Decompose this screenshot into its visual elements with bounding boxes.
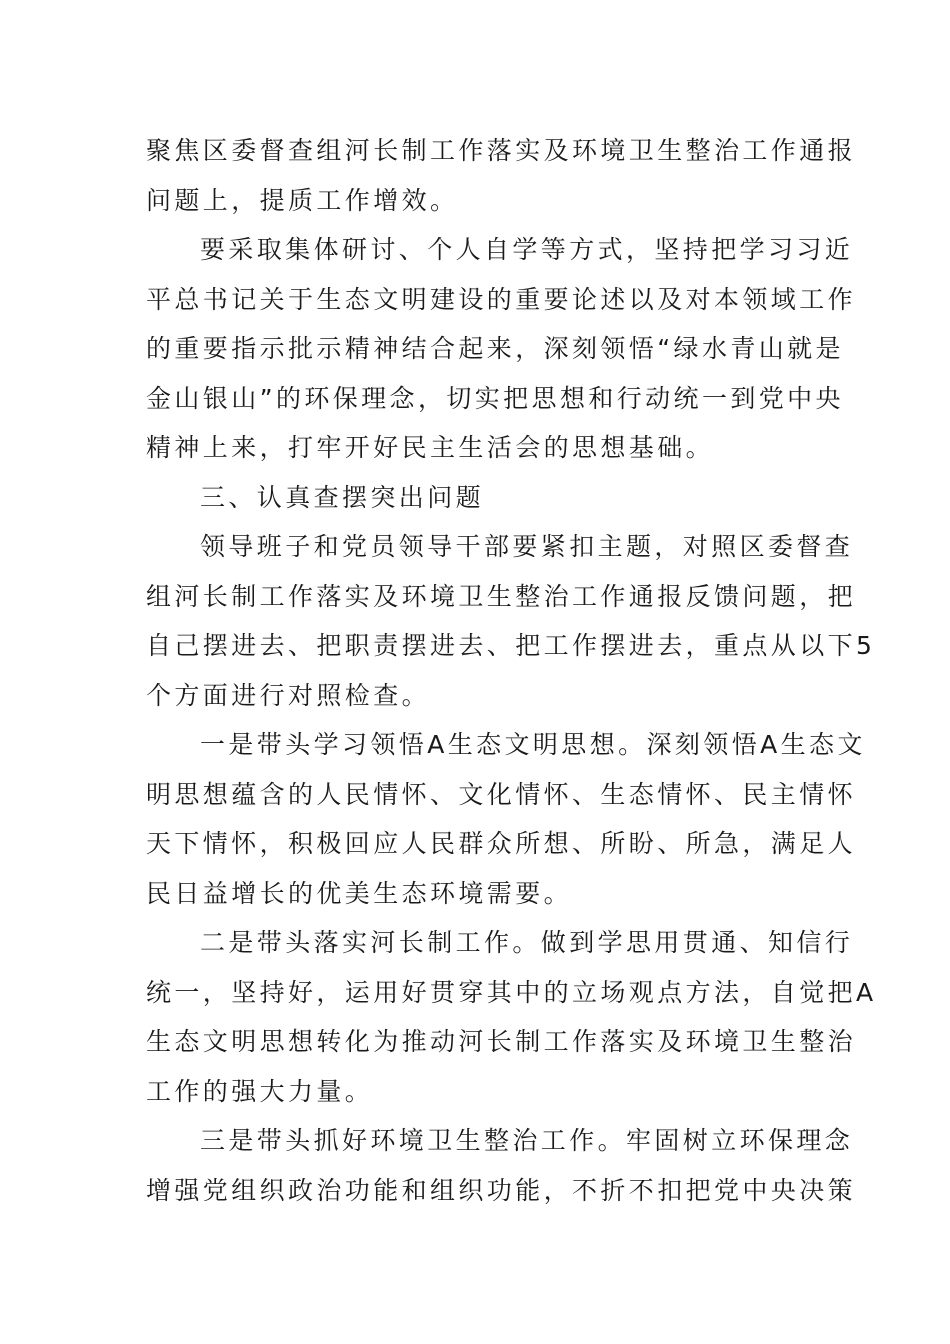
text-line: 增强党组织政治功能和组织功能，不折不扣把党中央决策 <box>146 1175 857 1205</box>
text-line: 天下情怀，积极回应人民群众所想、所盼、所急，满足人 <box>146 829 857 858</box>
text-line: 聚焦区委督查组河长制工作落实及环境卫生整治工作通报 <box>146 136 857 165</box>
text-line: 组河长制工作落实及环境卫生整治工作通报反馈问题，把 <box>146 581 857 611</box>
text-line: 金山银山”的环保理念，切实把思想和行动统一到党中央 <box>146 383 844 413</box>
section-heading: 三、认真查摆突出问题 <box>200 482 485 512</box>
text-line: 领导班子和党员领导干部要紧扣主题，对照区委督查 <box>200 532 854 561</box>
text-line: 三是带头抓好环境卫生整治工作。牢固树立环保理念 <box>200 1126 854 1155</box>
document-body <box>146 126 877 1215</box>
text-line: 统一，坚持好，运用好贯穿其中的立场观点方法，自觉把A <box>146 977 877 1007</box>
text-line: 一是带头学习领悟A生态文明思想。深刻领悟A生态文 <box>200 730 866 759</box>
text-line: 生态文明思想转化为推动河长制工作落实及环境卫生整治 <box>146 1027 857 1056</box>
text-line: 自己摆进去、把职责摆进去、把工作摆进去，重点从以下5 <box>146 631 876 660</box>
text-line: 二是带头落实河长制工作。做到学思用贯通、知信行 <box>200 928 854 957</box>
text-line: 工作的强大力量。 <box>146 1076 374 1106</box>
text-line: 要采取集体研讨、个人自学等方式，坚持把学习习近 <box>200 235 854 264</box>
text-line: 民日益增长的优美生态环境需要。 <box>146 878 573 908</box>
text-line: 问题上，提质工作增效。 <box>146 185 459 215</box>
text-line: 的重要指示批示精神结合起来，深刻领悟“绿水青山就是 <box>146 334 844 363</box>
text-line: 精神上来，打牢开好民主生活会的思想基础。 <box>146 433 715 462</box>
text-line: 个方面进行对照检查。 <box>146 680 431 710</box>
text-line: 平总书记关于生态文明建设的重要论述以及对本领域工作 <box>146 284 857 314</box>
text-line: 明思想蕴含的人民情怀、文化情怀、生态情怀、民主情怀 <box>146 779 857 809</box>
